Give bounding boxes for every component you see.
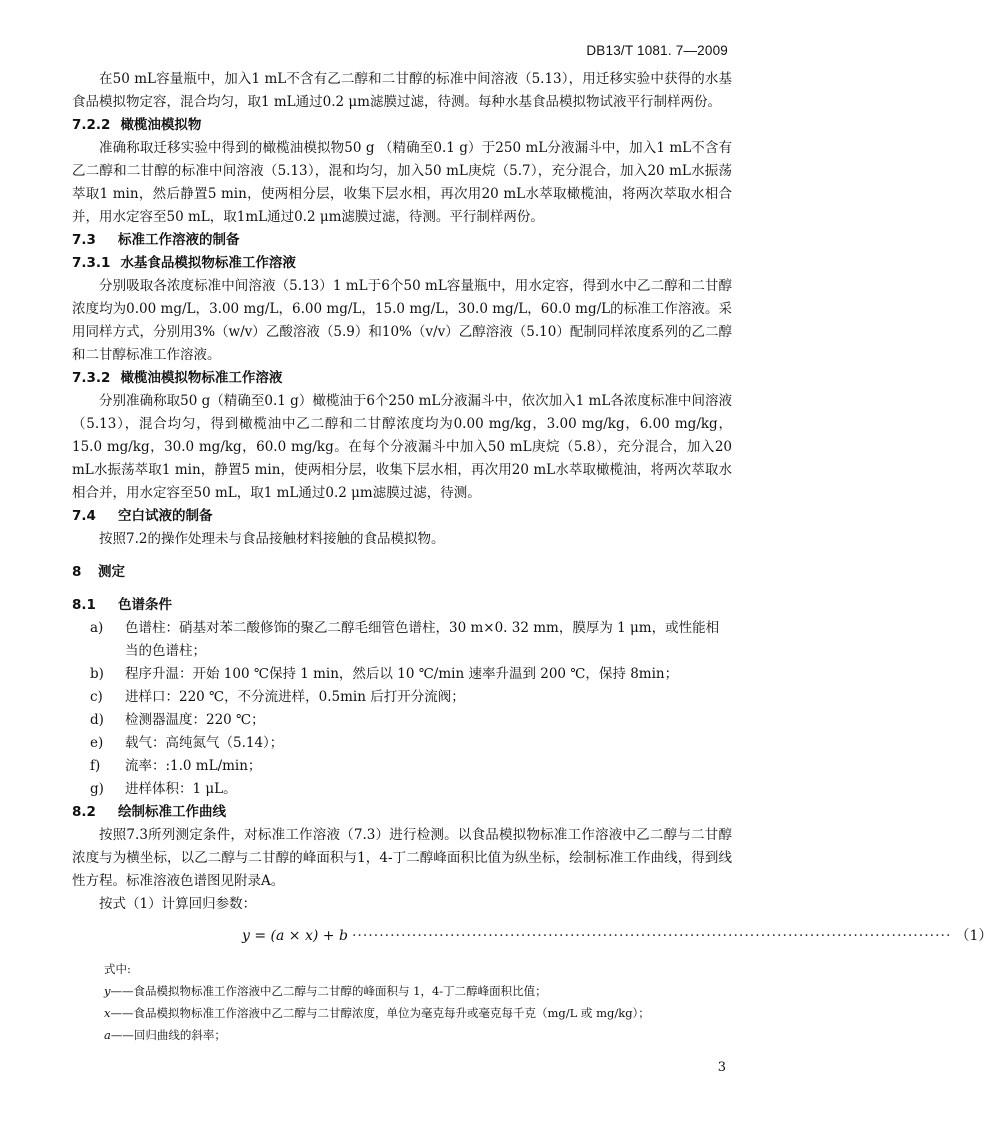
list-item — [72, 686, 732, 709]
heading-text: 标准工作溶液的制备 — [118, 232, 240, 248]
item-text: 载气：高纯氮气（5.14）； — [125, 735, 284, 751]
symbol-definition: ——食品模拟物标准工作溶液中乙二醇与二甘醇浓度，单位为毫克每升或毫克每千克（mg/L 或 mg/kg）； — [110, 1006, 650, 1020]
definition-row — [72, 980, 732, 1002]
heading-number: 7.3 — [72, 232, 96, 248]
paragraph-calibration-curve: 按照7.3所列测定条件，对标准工作溶液（7.3）进行检测。以食品模拟物标准工作溶液中乙二醇与二甘醇浓度与为横坐标，以乙二醇与二甘醇的峰面积与1，4-丁二醇峰面积比值为纵坐标，绘制标准工作曲线，得到线性方程。标准溶液色谱图见附录A。 — [72, 827, 732, 889]
paragraph-olive-oil-standard-solution: 分别准确称取50 g（精确至0.1 g）橄榄油于6个250 mL分液漏斗中，依次加入1 mL各浓度标准中间溶液（5.13），混合均匀，得到橄榄油中乙二醇和二甘醇浓度均为0.00 mg/kg，3.00 mg/kg，6.00 mg/kg，15.0 mg/kg，30.0 mg/kg，60.0 mg/kg。在每个分液漏斗中加入50 mL庚烷（5.8），充分混合，加入20 mL水振荡萃取1 min，静置5 min，使两相分层，收集下层水相，再次用20 mL水萃取橄榄油，将两次萃取水相合并，用水定容至50 mL，取1 mL通过0.2 μm滤膜过滤，待测。 — [72, 393, 732, 501]
section-gap — [72, 584, 732, 594]
heading-number: 8.1 — [72, 597, 96, 613]
formula-leader-dots: ·············································································································· — [351, 928, 952, 944]
definitions-heading: 式中: — [104, 962, 131, 976]
item-label: e) — [90, 735, 104, 751]
chromatography-conditions-list — [72, 617, 732, 801]
list-item — [72, 778, 732, 801]
list-item — [72, 755, 732, 778]
paragraph-water-simulant-prep: 在50 mL容量瓶中，加入1 mL不含有乙二醇和二甘醇的标准中间溶液（5.13），用迁移实验中获得的水基食品模拟物定容，混合均匀，取1 mL通过0.2 μm滤膜过滤，待测。每种水基食品模拟物试液平行制样两份。 — [72, 71, 732, 110]
heading-8-2 — [72, 801, 732, 824]
heading-text: 橄榄油模拟物 — [120, 117, 202, 133]
item-label: c) — [90, 689, 103, 705]
heading-8-1 — [72, 594, 732, 617]
heading-text: 测定 — [98, 564, 125, 580]
heading-8 — [72, 561, 732, 584]
heading-text: 绘制标准工作曲线 — [118, 804, 226, 820]
heading-number: 7.4 — [72, 508, 96, 524]
standard-code-header: DB13/T 1081. 7—2009 — [586, 43, 728, 58]
section-gap — [72, 551, 732, 561]
symbol-definition: ——食品模拟物标准工作溶液中乙二醇与二甘醇的峰面积与 1，4-丁二醇峰面积比值； — [110, 984, 547, 998]
heading-text: 空白试液的制备 — [118, 508, 213, 524]
heading-7-3-1 — [72, 252, 732, 275]
heading-7-4 — [72, 505, 732, 528]
heading-number: 8 — [72, 564, 82, 580]
symbol: x — [104, 1006, 111, 1020]
list-item — [72, 732, 732, 755]
heading-number: 7.3.2 — [72, 370, 111, 386]
item-label: d) — [90, 712, 104, 728]
item-text: 流率：:1.0 mL/min； — [125, 758, 262, 774]
heading-number: 7.3.1 — [72, 255, 111, 271]
item-label: g) — [90, 781, 104, 797]
heading-7-3-2 — [72, 367, 732, 390]
formula-expression: y = (a × x) + b — [242, 928, 348, 944]
item-text: 色谱柱：硝基对苯二酸修饰的聚乙二醇毛细管色谱柱，30 m×0. 32 mm，膜厚为 1 μm，或性能相当的色谱柱； — [125, 620, 720, 659]
heading-number: 8.2 — [72, 804, 96, 820]
symbol: a — [104, 1028, 111, 1042]
list-item — [72, 709, 732, 732]
item-label: b) — [90, 666, 104, 682]
heading-text: 色谱条件 — [118, 597, 172, 613]
list-item — [72, 663, 732, 686]
paragraph-blank-solution: 按照7.2的操作处理未与食品接触材料接触的食品模拟物。 — [99, 531, 445, 547]
item-label: a) — [90, 620, 104, 636]
item-text: 进样口：220 ℃，不分流进样，0.5min 后打开分流阀； — [125, 689, 465, 705]
item-text: 程序升温：开始 100 ℃保持 1 min，然后以 10 ℃/min 速率升温到 200 ℃，保持 8min； — [125, 666, 679, 682]
definition-row — [72, 1002, 732, 1024]
paragraph-water-standard-solution: 分别吸取各浓度标准中间溶液（5.13）1 mL于6个50 mL容量瓶中，用水定容，得到水中乙二醇和二甘醇浓度均为0.00 mg/L，3.00 mg/L，6.00 mg/L，15.0 mg/L，30.0 mg/L，60.0 mg/L的标准工作溶液。采用同样方式，分别用3%（w/v）乙酸溶液（5.9）和10%（v/v）乙醇溶液（5.10）配制同样浓度系列的乙二醇和二甘醇标准工作溶液。 — [72, 278, 732, 363]
symbol-definitions — [72, 958, 732, 1046]
paragraph-olive-oil-simulant-prep: 准确称取迁移实验中得到的橄榄油模拟物50 g （精确至0.1 g）于250 mL分液漏斗中，加入1 mL不含有乙二醇和二甘醇的标准中间溶液（5.13），混和均匀，加入50 mL庚烷（5.7），充分混合，加入20 mL水振荡萃取1 min，然后静置5 min，使两相分层，收集下层水相，再次用20 mL水萃取橄榄油，将两次萃取水相合并，用水定容至50 mL，取1mL通过0.2 μm滤膜过滤，待测。平行制样两份。 — [72, 140, 732, 225]
heading-text: 水基食品模拟物标准工作溶液 — [120, 255, 296, 271]
item-label: f) — [90, 758, 101, 774]
list-item — [72, 617, 732, 663]
heading-text: 橄榄油模拟物标准工作溶液 — [120, 370, 283, 386]
item-text: 进样体积：1 μL。 — [125, 781, 237, 797]
symbol: y — [104, 984, 111, 998]
heading-7-2-2 — [72, 114, 732, 137]
paragraph-regression-intro: 按式（1）计算回归参数： — [99, 896, 257, 912]
symbol-definition: ——回归曲线的斜率； — [110, 1028, 226, 1042]
formula-number: （1） — [955, 928, 992, 944]
page-number: 3 — [717, 1060, 726, 1075]
document-body — [72, 68, 992, 1046]
item-text: 检测器温度：220 ℃； — [125, 712, 265, 728]
definition-row — [72, 1024, 732, 1046]
heading-7-3 — [72, 229, 732, 252]
heading-number: 7.2.2 — [72, 117, 111, 133]
regression-formula — [72, 924, 992, 948]
